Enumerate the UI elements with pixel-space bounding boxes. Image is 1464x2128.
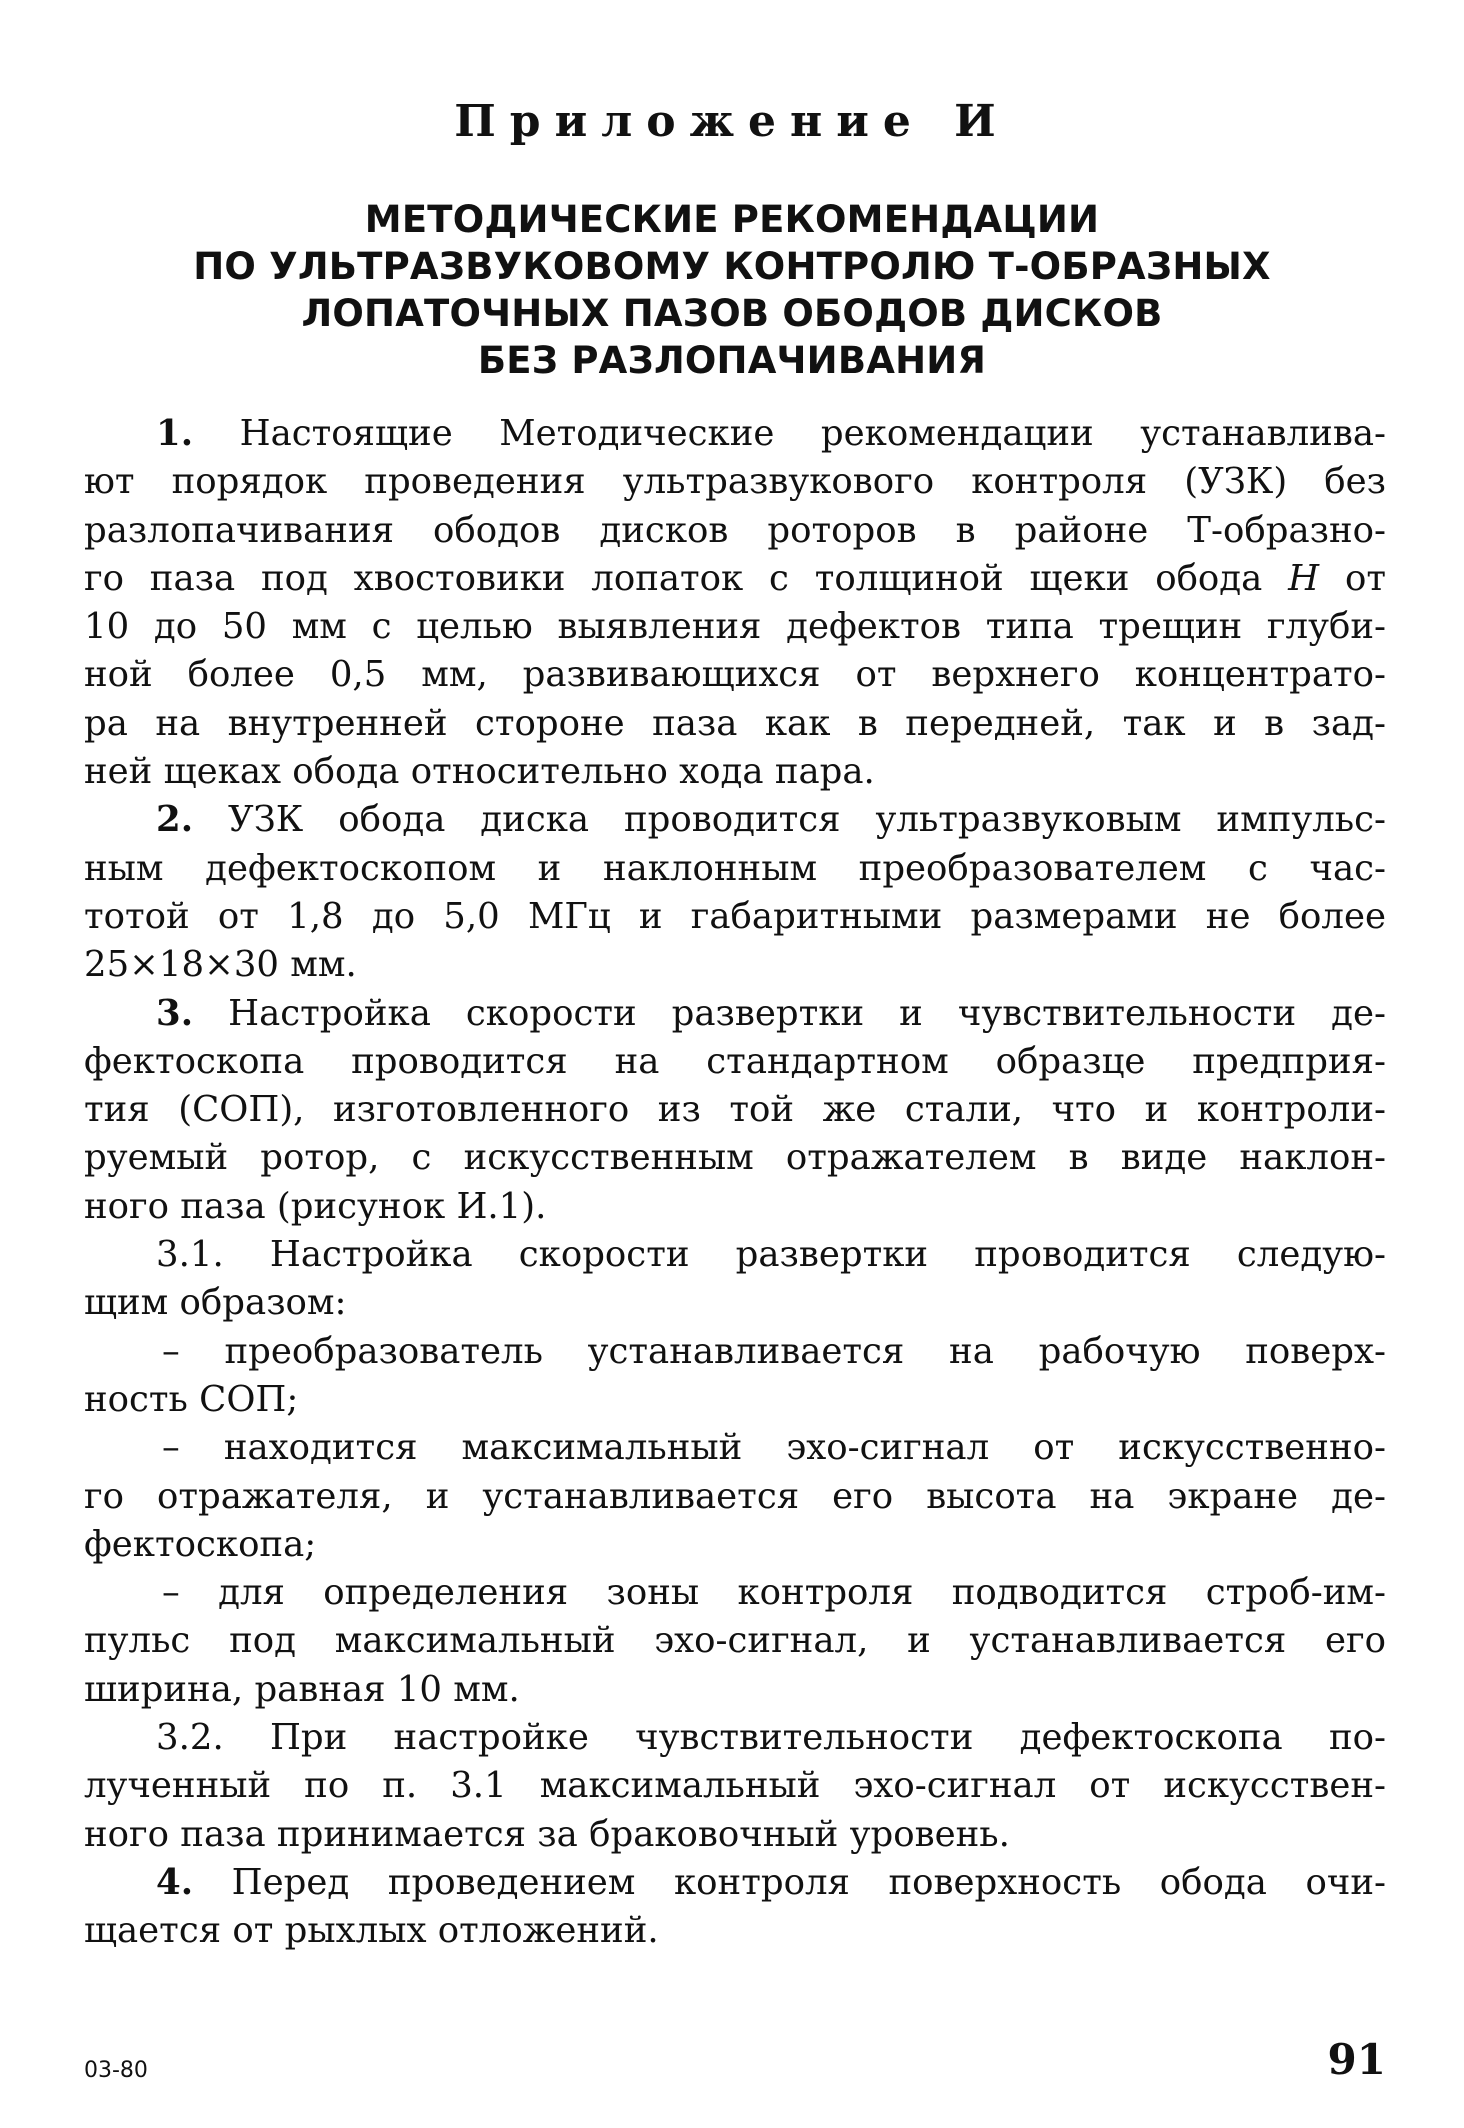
section-number: 2. (156, 799, 194, 841)
title-line: ЛОПАТОЧНЫХ ПАЗОВ ОБОДОВ ДИСКОВ (301, 292, 1163, 335)
paragraph-line: 3.2. При настройке чувствительности дефектоскопа по- (156, 1717, 1386, 1759)
paragraph-line: тия (СОП), изготовленного из той же стали, что и контроли- (84, 1089, 1386, 1131)
paragraph-line: ной более 0,5 мм, развивающихся от верхнего концентрато- (84, 654, 1386, 696)
list-item-line: фектоскопа; (84, 1523, 317, 1565)
page-number: 91 (1327, 2035, 1386, 2084)
thickness-variable: H (1288, 557, 1320, 599)
paragraph-line: ным дефектоскопом и наклонным преобразователем с час- (84, 847, 1386, 889)
section-number: 4. (156, 1861, 194, 1903)
section-number: 1. (156, 413, 194, 454)
paragraph-line: ней щеках обода относительно хода пара. (84, 751, 875, 793)
paragraph-line: щим образом: (84, 1282, 347, 1324)
paragraph-line: ра на внутренней стороне паза как в передней, так и в зад- (84, 702, 1386, 744)
appendix-heading: Приложение И (454, 96, 1010, 147)
paragraph-line: 4. Перед проведением контроля поверхность обода очи- (156, 1861, 1386, 1903)
footer-code: 03-80 (84, 2058, 148, 2083)
title-line: БЕЗ РАЗЛОПАЧИВАНИЯ (477, 339, 987, 382)
paragraph-line: 2. УЗК обода диска проводится ультразвуковым импульс- (156, 799, 1386, 841)
section-number: 3. (156, 992, 194, 1034)
paragraph-line: 25×18×30 мм. (84, 944, 357, 986)
paragraph-line: фектоскопа проводится на стандартном образце предприя- (84, 1040, 1386, 1082)
title-line: МЕТОДИЧЕСКИЕ РЕКОМЕНДАЦИИ (364, 198, 1100, 241)
paragraph-line: го паза под хвостовики лопаток с толщиной щеки обода H от (84, 557, 1386, 599)
paragraph-line: 3. Настройка скорости развертки и чувствительности де- (156, 992, 1386, 1034)
paragraph-line: 10 до 50 мм с целью выявления дефектов типа трещин глуби- (84, 606, 1386, 648)
list-item-line: – преобразователь устанавливается на рабочую поверх- (162, 1330, 1386, 1372)
paragraph-line: ного паза (рисунок И.1). (84, 1185, 547, 1227)
title-line: ПО УЛЬТРАЗВУКОВОМУ КОНТРОЛЮ Т-ОБРАЗНЫХ (193, 245, 1271, 288)
document-title (0, 196, 1464, 384)
list-item-line: – находится максимальный эхо-сигнал от искусственно- (162, 1427, 1386, 1469)
body-text (84, 410, 1386, 1956)
paragraph-line: ного паза принимается за браковочный уровень. (84, 1813, 1010, 1855)
paragraph-line: ют порядок проведения ультразвукового контроля (УЗК) без (84, 461, 1386, 503)
list-item-line: пульс под максимальный эхо-сигнал, и устанавливается его (84, 1620, 1386, 1662)
paragraph-line: щается от рыхлых отложений. (84, 1910, 659, 1952)
paragraph-line: тотой от 1,8 до 5,0 МГц и габаритными размерами не более (84, 895, 1386, 937)
paragraph-line: разлопачивания ободов дисков роторов в районе Т-образно- (84, 509, 1386, 551)
list-item-line: – для определения зоны контроля подводится строб-им- (162, 1572, 1386, 1614)
paragraph-line: 1. Настоящие Методические рекомендации устанавлива- (156, 413, 1386, 454)
paragraph-line: лученный по п. 3.1 максимальный эхо-сигнал от искусствен- (84, 1765, 1386, 1807)
paragraph-line: 3.1. Настройка скорости развертки проводится следую- (156, 1234, 1386, 1276)
list-item-line: ширина, равная 10 мм. (84, 1668, 520, 1710)
paragraph-line: руемый ротор, с искусственным отражателем в виде наклон- (84, 1137, 1386, 1179)
list-item-line: ность СОП; (84, 1378, 299, 1420)
list-item-line: го отражателя, и устанавливается его высота на экране де- (84, 1475, 1386, 1517)
